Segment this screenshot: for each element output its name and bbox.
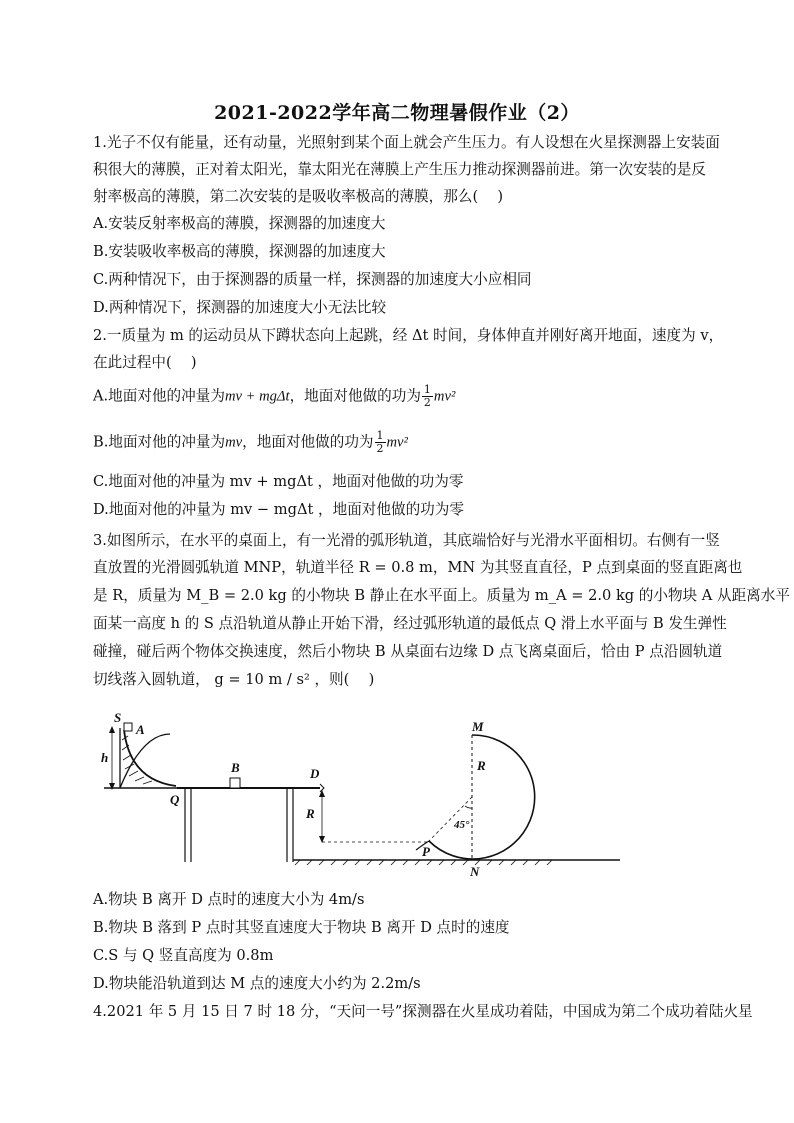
curved-track-outer bbox=[120, 734, 170, 788]
q1-option-c: C.两种情况下，由于探测器的质量一样，探测器的加速度大小应相同 bbox=[93, 271, 532, 288]
arrow-head bbox=[109, 726, 115, 733]
q2-option-c: C.地面对他的冲量为 mv + mgΔt ，地面对他做的功为零 bbox=[93, 473, 464, 490]
angle-arc bbox=[465, 806, 472, 808]
q2-option-a-fraction bbox=[422, 384, 433, 409]
fraction-numerator: 1 bbox=[423, 383, 431, 396]
q3-option-b: B.物块 B 落到 P 点时其竖直速度大于物块 B 离开 D 点时的速度 bbox=[93, 919, 510, 936]
label-r-height: R bbox=[306, 806, 315, 821]
q2-option-b-prefix: B.地面对他的冲量为 bbox=[93, 433, 226, 451]
q3-option-d: D.物块能沿轨道到达 M 点的速度大小约为 2.2m/s bbox=[93, 975, 421, 992]
label-d: D bbox=[310, 766, 320, 781]
q1-stem-line-3: 射率极高的薄膜，第二次安装的是吸收率极高的薄膜，那么( ) bbox=[93, 188, 504, 205]
q3-stem-line-2: 直放置的光滑圆弧轨道 MNP，轨道半径 R = 0.8 m，MN 为其竖直直径，P 点到桌面的竖直距离也 bbox=[93, 559, 743, 576]
q2-option-a-work: mv² bbox=[433, 388, 456, 405]
q2-option-d: D.地面对他的冲量为 mv − mgΔt ，地面对他做的功为零 bbox=[93, 501, 464, 518]
q2-option-a bbox=[93, 384, 455, 409]
q1-option-a: A.安装反射率极高的薄膜，探测器的加速度大 bbox=[93, 215, 386, 232]
label-angle: 45° bbox=[454, 819, 470, 831]
q2-option-b-fraction bbox=[375, 430, 386, 455]
q3-track-diagram bbox=[100, 710, 720, 880]
q2-option-b-work: mv² bbox=[386, 434, 408, 451]
q2-option-b bbox=[93, 430, 408, 455]
arrow-head bbox=[319, 790, 325, 797]
fraction-denominator: 2 bbox=[423, 396, 431, 409]
q3-stem-line-5: 碰撞，碰后两个物体交换速度，然后小物块 B 从桌面右边缘 D 点飞离桌面后，恰由 P 点沿圆轨道 bbox=[93, 643, 723, 660]
q3-option-a: A.物块 B 离开 D 点时的速度大小为 4m/s bbox=[93, 891, 365, 908]
q3-option-c: C.S 与 Q 竖直高度为 0.8m bbox=[93, 947, 274, 964]
label-a: A bbox=[136, 722, 145, 737]
label-n: N bbox=[470, 864, 480, 879]
label-b: B bbox=[231, 760, 240, 775]
label-s: S bbox=[114, 710, 122, 725]
q1-option-b: B.安装吸收率极高的薄膜，探测器的加速度大 bbox=[93, 243, 386, 260]
arrow-head bbox=[109, 783, 115, 790]
q2-stem-line-2: 在此过程中( ) bbox=[93, 354, 197, 371]
q2-option-b-middle: ，地面对他做的功为 bbox=[242, 433, 374, 451]
q1-stem-line-2: 积很大的薄膜，正对着太阳光，靠太阳光在薄膜上产生压力推动探测器前进。第一次安装的是反 bbox=[93, 161, 706, 178]
label-h: h bbox=[101, 750, 109, 765]
label-p: P bbox=[422, 844, 430, 859]
curved-track-surface bbox=[124, 730, 176, 786]
q2-option-b-impulse: mv bbox=[225, 434, 243, 451]
q1-stem-line-1: 1.光子不仅有能量，还有动量，光照射到某个面上就会产生压力。有人设想在火星探测器上安装面 bbox=[93, 134, 720, 151]
q3-stem-line-1: 3.如图所示，在水平的桌面上，有一光滑的弧形轨道，其底端恰好与光滑水平面相切。右侧有一竖 bbox=[93, 532, 720, 549]
block-b bbox=[230, 778, 240, 788]
fraction-denominator: 2 bbox=[376, 442, 384, 455]
q3-stem-line-3: 是 R，质量为 M_B = 2.0 kg 的小物块 B 静止在水平面上。质量为 m_A = 2.0 kg 的小物块 A 从距离水平 bbox=[93, 587, 790, 604]
q1-option-d: D.两种情况下，探测器的加速度大小无法比较 bbox=[93, 299, 387, 316]
page-title: 2021-2022学年高二物理暑假作业（2） bbox=[214, 102, 580, 124]
fraction-numerator: 1 bbox=[376, 429, 384, 442]
q2-option-a-middle: ，地面对他做的功为 bbox=[289, 387, 421, 405]
q3-stem-line-4: 面某一高度 h 的 S 点沿轨道从静止开始下滑，经过弧形轨道的最低点 Q 滑上水平面与 B 发生弹性 bbox=[93, 615, 727, 632]
q2-option-a-prefix: A.地面对他的冲量为 bbox=[93, 387, 225, 405]
label-m: M bbox=[472, 719, 484, 734]
circular-track bbox=[429, 735, 535, 859]
label-r-radius: R bbox=[477, 758, 486, 773]
label-q: Q bbox=[170, 792, 180, 807]
q3-stem-line-6: 切线落入圆轨道， g = 10 m / s² ，则( ) bbox=[93, 671, 375, 688]
q4-stem-line-1: 4.2021 年 5 月 15 日 7 时 18 分，“天问一号”探测器在火星成功着陆，中国成为第二个成功着陆火星 bbox=[93, 1003, 753, 1020]
q2-option-a-impulse: mv + mgΔt bbox=[224, 388, 290, 405]
q2-stem-line-1: 2.一质量为 m 的运动员从下蹲状态向上起跳，经 Δt 时间，身体伸直并刚好离开地面，速度为 v， bbox=[93, 327, 724, 344]
block-a bbox=[124, 723, 132, 731]
